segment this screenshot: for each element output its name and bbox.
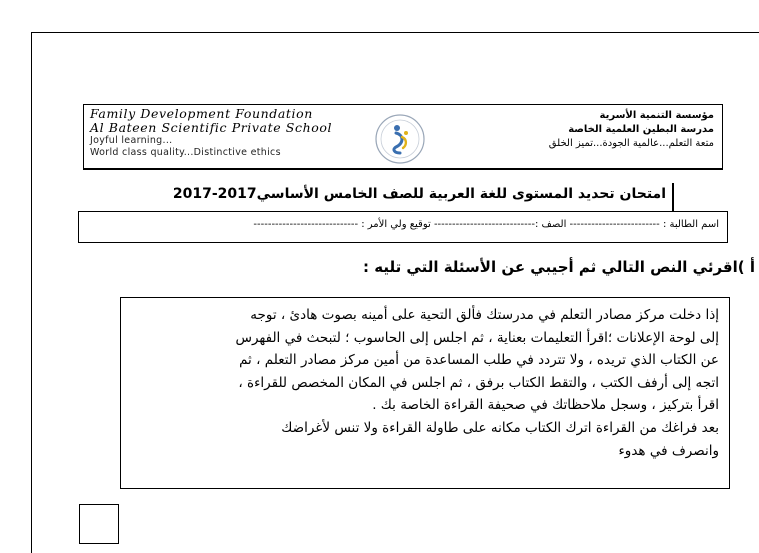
slogan-line-1: Joyful learning... bbox=[90, 135, 173, 146]
title-marker bbox=[672, 183, 674, 211]
reading-passage bbox=[120, 297, 730, 489]
arabic-foundation-name: مؤسسة التنمية الأسرية bbox=[599, 110, 714, 121]
school-header bbox=[83, 104, 723, 170]
student-info-fields: اسم الطالبة : ------------------------- الصف :---------------------------- توقيع ولي الأمر : ----------------------------- bbox=[253, 219, 719, 230]
foundation-name: Family Development Foundation bbox=[90, 106, 313, 121]
arabic-school-title: مدرسة البطين العلمية الخاصة bbox=[568, 124, 714, 135]
slogan-line-2: World class quality...Distinctive ethics bbox=[90, 147, 281, 158]
student-info-box bbox=[78, 211, 728, 243]
english-school-name bbox=[90, 107, 360, 159]
passage-line: اتجه إلى أرفف الكتب ، والتقط الكتاب برفق ، ثم اجلس في المكان المخصص للقراءة ، bbox=[238, 374, 719, 391]
arabic-school-name bbox=[494, 109, 714, 151]
passage-line: إذا دخلت مركز مصادر التعلم في مدرستك فألق التحية على أمينه بصوت هادئ ، توجه bbox=[250, 307, 719, 323]
passage-line: إلى لوحة الإعلانات ؛اقرأ التعليمات بعناية ، ثم اجلس إلى الحاسوب ؛ لتبحث في الفهرس bbox=[235, 329, 719, 346]
passage-line: وانصرف في هدوء bbox=[618, 442, 719, 459]
passage-line: بعد فراغك من القراءة اترك الكتاب مكانه على طاولة القراءة ولا تنس لأغراضك bbox=[281, 419, 719, 436]
school-name: Al Bateen Scientific Private School bbox=[90, 120, 333, 135]
question-prompt: أ )اقرئي النص التالي ثم أجيبي عن الأسئلة التي تليه : bbox=[363, 258, 755, 276]
passage-line: عن الكتاب الذي تريده ، ولا تتردد في طلب المساعدة من أمين مركز مصادر التعلم ، ثم bbox=[239, 352, 719, 369]
exam-title: امتحان تحديد المستوى للغة العربية للصف الخامس الأساسي2017-2017 bbox=[172, 186, 666, 202]
passage-line: اقرأ بتركيز ، وسجل ملاحظاتك في صحيفة القراءة الخاصة بك . bbox=[372, 397, 719, 414]
arabic-slogan: متعة التعلم...عالمية الجودة...تميز الخلق bbox=[548, 138, 714, 149]
school-logo-icon bbox=[374, 113, 426, 165]
score-box bbox=[79, 504, 119, 544]
